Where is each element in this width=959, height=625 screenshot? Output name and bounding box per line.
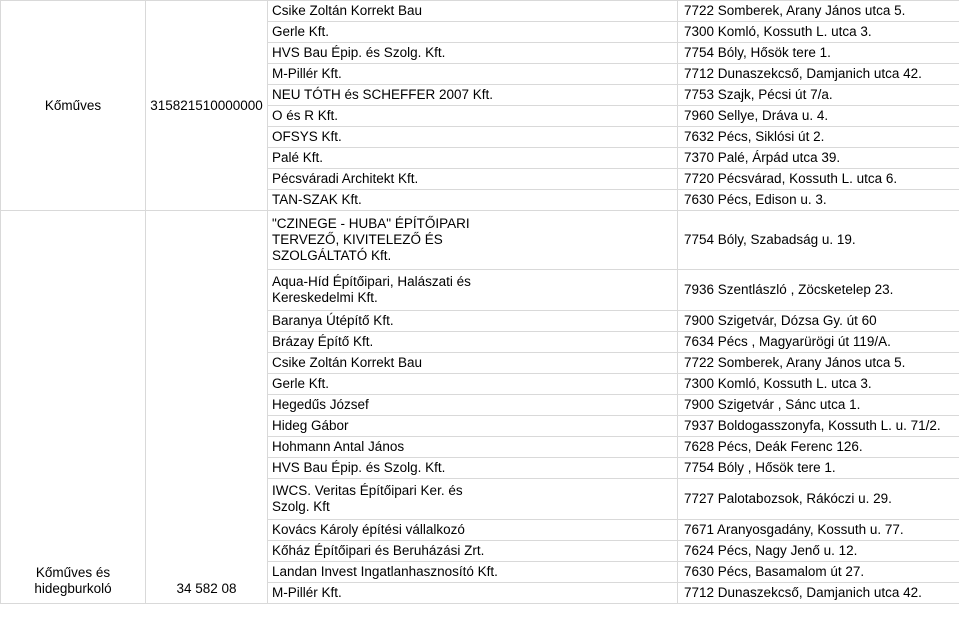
company-name: HVS Bau Épip. és Szolg. Kft. — [268, 458, 678, 479]
company-address: 7671 Aranyosgadány, Kossuth u. 77. — [678, 520, 959, 541]
company-address: 7722 Somberek, Arany János utca 5. — [678, 1, 959, 22]
company-name: O és R Kft. — [268, 106, 678, 127]
company-name-text: IWCS. Veritas Építőipari Ker. és Szolg. Kft — [272, 483, 463, 514]
company-name: HVS Bau Épip. és Szolg. Kft. — [268, 43, 678, 64]
company-address: 7300 Komló, Kossuth L. utca 3. — [678, 374, 959, 395]
company-address: 7754 Bóly, Hősök tere 1. — [678, 43, 959, 64]
company-address: 7712 Dunaszekcső, Damjanich utca 42. — [678, 64, 959, 85]
company-address: 7960 Sellye, Dráva u. 4. — [678, 106, 959, 127]
company-name: Hegedűs József — [268, 395, 678, 416]
code-cell: 315821510000000 — [146, 1, 268, 211]
company-name — [268, 211, 678, 270]
company-name: Csike Zoltán Korrekt Bau — [268, 353, 678, 374]
company-address: 7370 Palé, Árpád utca 39. — [678, 148, 959, 169]
company-address: 7936 Szentlászló , Zöcsketelep 23. — [678, 270, 959, 311]
company-address: 7712 Dunaszekcső, Damjanich utca 42. — [678, 583, 959, 604]
company-address: 7900 Szigetvár , Sánc utca 1. — [678, 395, 959, 416]
company-name: Palé Kft. — [268, 148, 678, 169]
company-name: M-Pillér Kft. — [268, 583, 678, 604]
company-name: NEU TÓTH és SCHEFFER 2007 Kft. — [268, 85, 678, 106]
company-name: Brázay Építő Kft. — [268, 332, 678, 353]
company-name: Hohmann Antal János — [268, 437, 678, 458]
company-name: Hideg Gábor — [268, 416, 678, 437]
company-address: 7630 Pécs, Basamalom út 27. — [678, 562, 959, 583]
category-cell: Kőműves — [1, 1, 146, 211]
company-address: 7900 Szigetvár, Dózsa Gy. út 60 — [678, 311, 959, 332]
company-name — [268, 270, 678, 311]
company-name-text: "CZINEGE - HUBA" ÉPÍTŐIPARI TERVEZŐ, KIVITELEZŐ ÉS SZOLGÁLTATÓ Kft. — [272, 216, 470, 263]
company-name: Baranya Útépítő Kft. — [268, 311, 678, 332]
code-cell: 34 582 08 — [146, 211, 268, 604]
company-name: Csike Zoltán Korrekt Bau — [268, 1, 678, 22]
company-name: TAN-SZAK Kft. — [268, 190, 678, 211]
company-name: Gerle Kft. — [268, 22, 678, 43]
company-address: 7937 Boldogasszonyfa, Kossuth L. u. 71/2. — [678, 416, 959, 437]
company-address: 7630 Pécs, Edison u. 3. — [678, 190, 959, 211]
company-name: OFSYS Kft. — [268, 127, 678, 148]
company-name: Landan Invest Ingatlanhasznosító Kft. — [268, 562, 678, 583]
company-address: 7624 Pécs, Nagy Jenő u. 12. — [678, 541, 959, 562]
table-row — [1, 1, 959, 22]
company-address: 7628 Pécs, Deák Ferenc 126. — [678, 437, 959, 458]
company-address: 7634 Pécs , Magyarürögi út 119/A. — [678, 332, 959, 353]
company-name: M-Pillér Kft. — [268, 64, 678, 85]
company-name: Kovács Károly építési vállalkozó — [268, 520, 678, 541]
company-name: Kőház Építőipari és Beruházási Zrt. — [268, 541, 678, 562]
company-address: 7727 Palotabozsok, Rákóczi u. 29. — [678, 479, 959, 520]
company-name — [268, 479, 678, 520]
company-address: 7300 Komló, Kossuth L. utca 3. — [678, 22, 959, 43]
company-address: 7720 Pécsvárad, Kossuth L. utca 6. — [678, 169, 959, 190]
company-name: Pécsváradi Architekt Kft. — [268, 169, 678, 190]
company-address: 7754 Bóly , Hősök tere 1. — [678, 458, 959, 479]
category-cell: Kőműves és hidegburkoló — [1, 211, 146, 604]
company-name: Gerle Kft. — [268, 374, 678, 395]
company-name-text: Aqua-Híd Építőipari, Halászati és Kereskedelmi Kft. — [272, 274, 471, 305]
company-address: 7722 Somberek, Arany János utca 5. — [678, 353, 959, 374]
company-address: 7632 Pécs, Siklósi út 2. — [678, 127, 959, 148]
company-address: 7754 Bóly, Szabadság u. 19. — [678, 211, 959, 270]
table-row — [1, 211, 959, 270]
company-address: 7753 Szajk, Pécsi út 7/a. — [678, 85, 959, 106]
